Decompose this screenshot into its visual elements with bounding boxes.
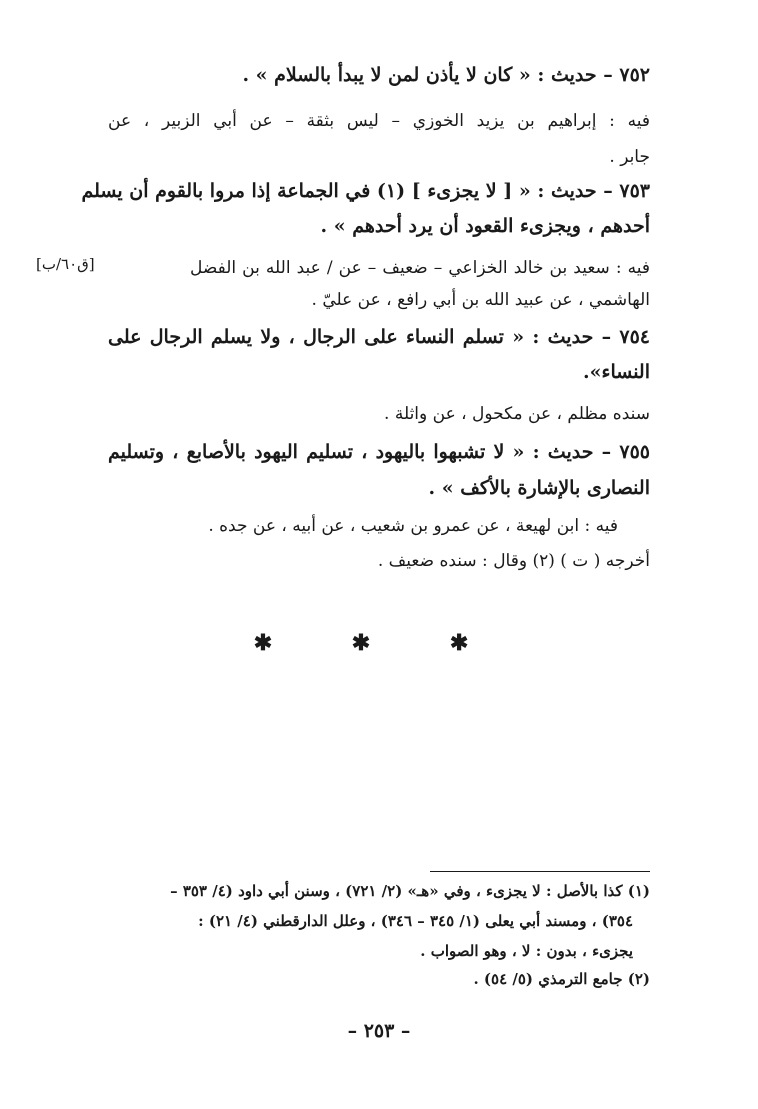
hadith-753-body-line-2: الهاشمي ، عن عبيد الله بن أبي رافع ، عن عليّ . [311,290,650,310]
hadith-755-body-line-1: فيه : ابن لهيعة ، عن عمرو بن شعيب ، عن أبيه ، عن جده . [208,516,618,536]
hadith-755-body-line-2: أخرجه ( ت ) (٢) وقال : سنده ضعيف . [377,551,650,571]
footnote-rule [430,871,650,872]
footnote-1-line-3: يجزىء ، بدون : لا ، وهو الصواب . [420,942,633,960]
section-separator-stars: ✱ ✱ ✱ [253,630,505,656]
hadith-754-heading-line-1: ٧٥٤ – حديث : « تسلم النساء على الرجال ، ولا يسلم الرجال على [108,326,650,348]
hadith-754-heading-line-2: النساء». [583,361,650,383]
hadith-752-body-line-1: فيه : إبراهيم بن يزيد الخوزي – ليس بثقة – عن أبي الزبير ، عن [108,111,650,131]
manuscript-folio-note: [ق٦٠/ب] [36,255,95,273]
hadith-754-body-line-1: سنده مظلم ، عن مكحول ، عن واثلة . [384,404,650,424]
hadith-753-body-line-1: فيه : سعيد بن خالد الخزاعي – ضعيف – عن / عبد الله بن الفضل [190,258,650,278]
footnote-1-line-2: ٣٥٤) ، ومسند أبي يعلى (١/ ٣٤٥ – ٣٤٦) ، وعلل الدارقطني (٤/ ٢١) : [198,912,633,930]
hadith-755-heading-line-1: ٧٥٥ – حديث : « لا تشبهوا باليهود ، تسليم اليهود بالأصابع ، وتسليم [108,441,650,463]
hadith-753-heading-line-1: ٧٥٣ – حديث : « [ لا يجزىء ] (١) في الجماعة إذا مروا بالقوم أن يسلم [81,180,650,202]
hadith-752-body-line-2: جابر . [609,147,650,167]
page-number: – ٢٥٣ – [347,1020,411,1042]
hadith-752-heading: ٧٥٢ – حديث : « كان لا يأذن لمن لا يبدأ بالسلام » . [242,64,650,86]
footnote-2: (٢) جامع الترمذي (٥/ ٥٤) . [473,970,650,988]
hadith-755-heading-line-2: النصارى بالإشارة بالأكف » . [428,477,650,499]
hadith-753-heading-line-2: أحدهم ، ويجزىء القعود أن يرد أحدهم » . [320,215,650,237]
footnote-1-line-1: (١) كذا بالأصل : لا يجزىء ، وفي «هـ» (٢/ ٧٢١) ، وسنن أبي داود (٤/ ٣٥٣ – [170,882,650,900]
